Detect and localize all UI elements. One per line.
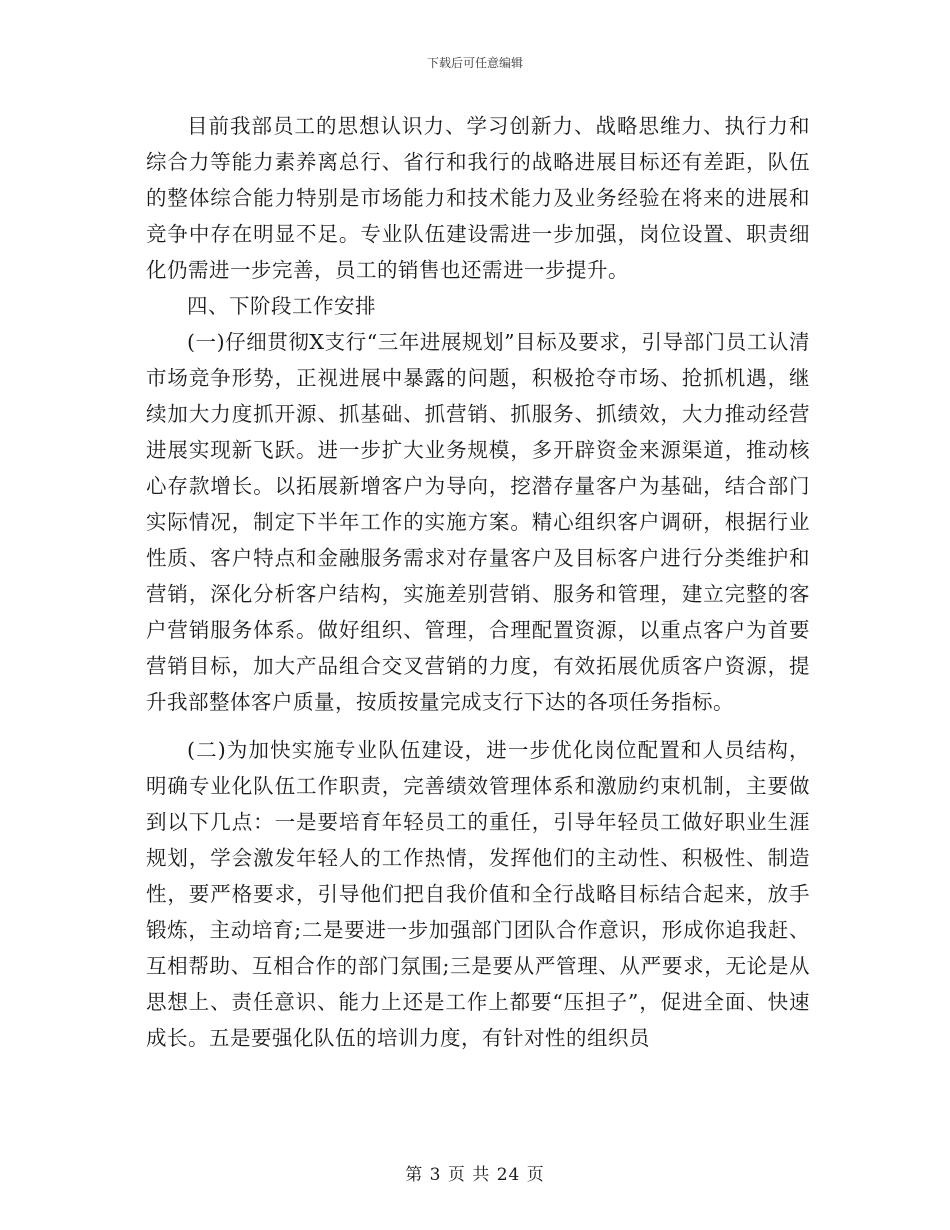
paragraph-item-two: (二)为加快实施专业队伍建设，进一步优化岗位配置和人员结构，明确专业化队伍工作职责，完善绩效管理体系和激励约束机制，主要做到以下几点：一是要培育年轻员工的重任，引导年轻员工做好职业生涯规划，学会激发年轻人的工作热情，发挥他们的主动性、积极性、制造性，要严格要求，引导他们把自我价值和全行战略目标结合起来，放手锻炼，主动培育;二是要进一步加强部门团队合作意识，形成你追我赶、互相帮助、互相合作的部门氛围;三是要从严管理、从严要求，无论是从思想上、责任意识、能力上还是工作上都要“压担子”，促进全面、快速成长。五是要强化队伍的培训力度，有针对性的组织员 (146, 738, 810, 1050)
section-heading-next-stage: 四、下阶段工作安排 (187, 294, 376, 318)
paragraph-item-one: (一)仔细贯彻X支行“三年进展规划”目标及要求，引导部门员工认清市场竞争形势，正视进展中暴露的问题，积极抢夺市场、抢抓机遇，继续加大力度抓开源、抓基础、抓营销、抓服务、抓绩效，大力推动经营进展实现新飞跃。进一步扩大业务规模，多开辟资金来源渠道，推动核心存款增长。以拓展新增客户为导向，挖潜存量客户为基础，结合部门实际情况，制定下半年工作的实施方案。精心组织客户调研，根据行业性质、客户特点和金融服务需求对存量客户及目标客户进行分类维护和营销，深化分析客户结构，实施差别营销、服务和管理，建立完整的客户营销服务体系。做好组织、管理，合理配置资源，以重点客户为首要营销目标，加大产品组合交叉营销的力度，有效拓展优质客户资源，提升我部整体客户质量，按质按量完成支行下达的各项任务指标。 (146, 330, 810, 714)
page-header: 下载后可任意编辑 (426, 56, 523, 70)
paragraph-shortcomings: 目前我部员工的思想认识力、学习创新力、战略思维力、执行力和综合力等能力素养离总行、省行和我行的战略进展目标还有差距，队伍的整体综合能力特别是市场能力和技术能力及业务经验在将来的进展和竞争中存在明显不足。专业队伍建设需进一步加强，岗位设置、职责细化仍需进一步完善，员工的销售也还需进一步提升。 (146, 114, 810, 282)
document-body (146, 108, 810, 1056)
page-number: 第 3 页 共 24 页 (405, 1165, 545, 1185)
